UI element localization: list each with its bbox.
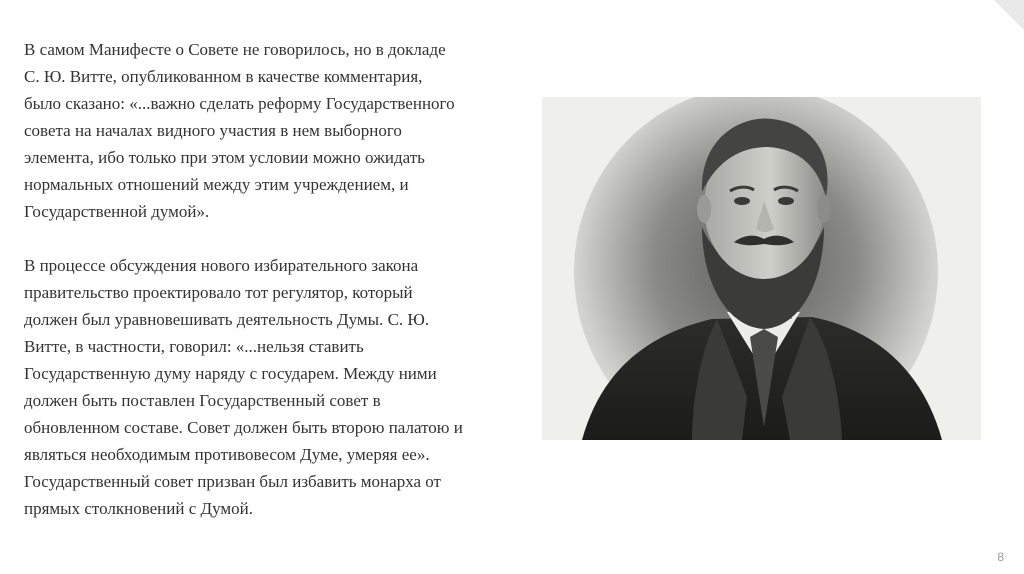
text-line: прямых столкновений с Думой. — [24, 499, 254, 518]
paragraph-manifesto — [24, 36, 524, 225]
text-line: Витте, в частности, говорил: «...нельзя ставить — [24, 337, 364, 356]
text-line: Государственной думой». — [24, 202, 210, 221]
text-line: В процессе обсуждения нового избирательного закона — [24, 256, 419, 275]
text-line: нормальных отношений между этим учреждением, и — [24, 175, 409, 194]
text-line: элемента, ибо только при этом условии можно ожидать — [24, 148, 425, 167]
page-corner-decoration — [994, 0, 1024, 30]
text-line: правительство проектировало тот регулятор, который — [24, 283, 413, 302]
text-column — [24, 36, 524, 522]
text-line: должен был уравновешивать деятельность Думы. С. Ю. — [24, 310, 430, 329]
text-line: В самом Манифесте о Совете не говорилось, но в докладе — [24, 40, 446, 59]
text-line: совета на началах видного участия в нем выборного — [24, 121, 402, 140]
page-number: 8 — [997, 550, 1004, 564]
text-line: Государственную думу наряду с государем. Между ними — [24, 364, 437, 383]
text-line: являться необходимым противовесом Думе, умеряя ее». — [24, 445, 430, 464]
text-line: обновленном составе. Совет должен быть второю палатою и — [24, 418, 463, 437]
portrait-image — [542, 97, 981, 440]
text-line: должен быть поставлен Государственный совет в — [24, 391, 381, 410]
text-line: Государственный совет призван был избавить монарха от — [24, 472, 441, 491]
text-line: было сказано: «...важно сделать реформу Государственного — [24, 94, 455, 113]
text-line: С. Ю. Витте, опубликованном в качестве комментария, — [24, 67, 423, 86]
paragraph-election-law — [24, 252, 524, 522]
